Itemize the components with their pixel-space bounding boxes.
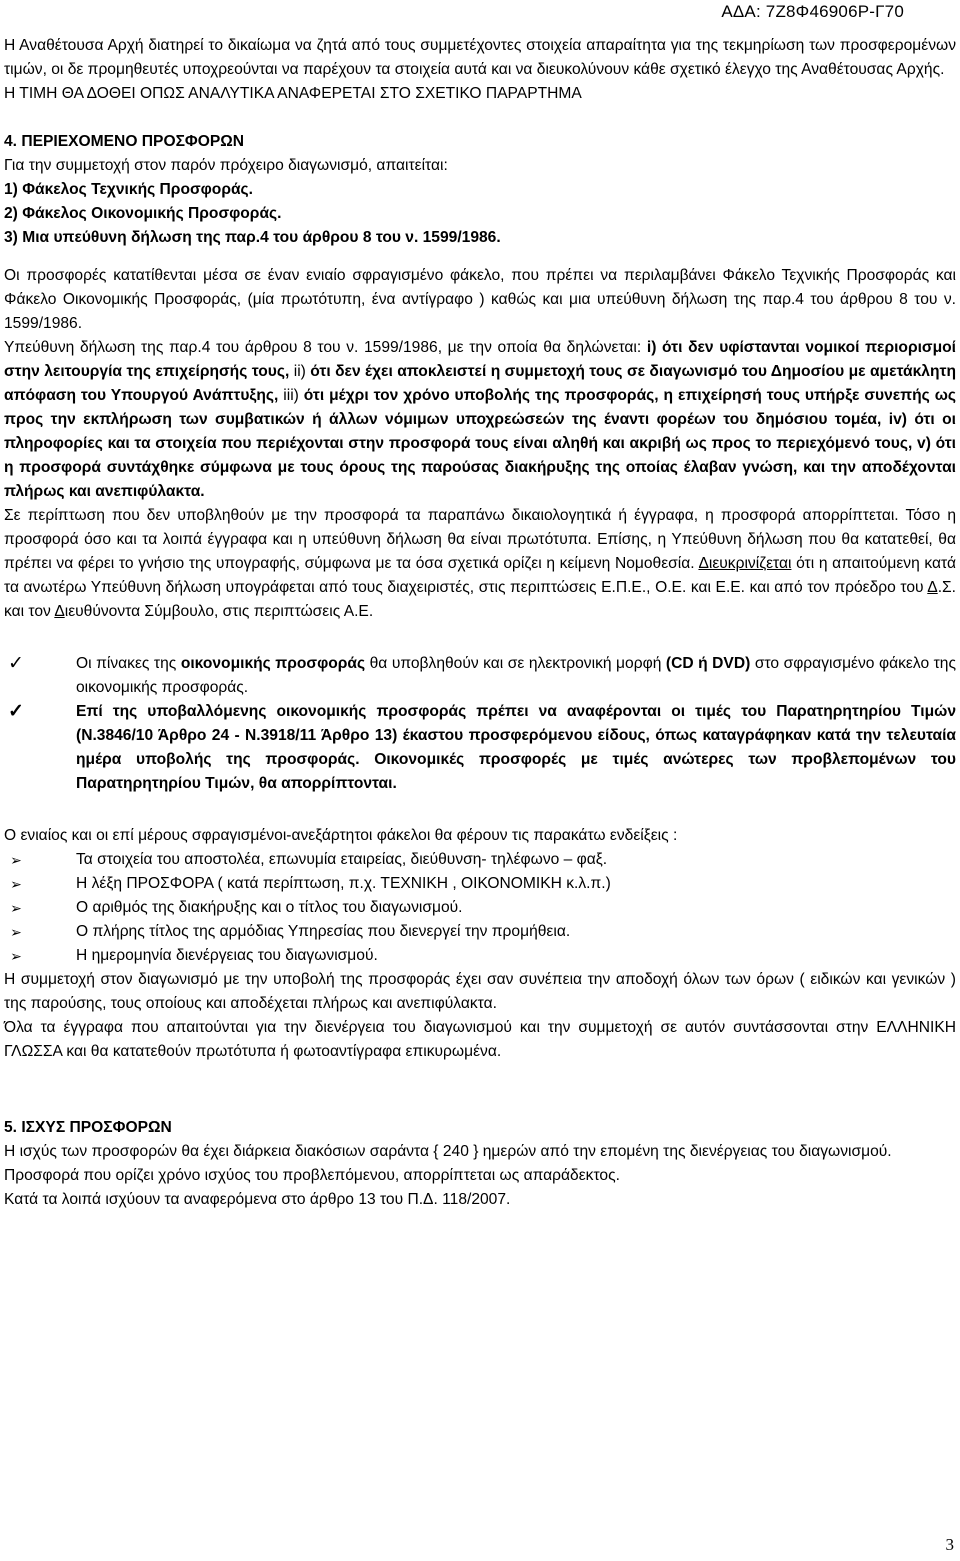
marking-item: ➢ Ο πλήρης τίτλος της αρμόδιας Υπηρεσίας που διενεργεί την προμήθεια. <box>4 920 956 944</box>
requirement-1: 1) Φάκελος Τεχνικής Προσφοράς. <box>4 181 253 198</box>
arrow-bullet-icon: ➢ <box>10 876 22 892</box>
language-paragraph: Όλα τα έγγραφα που απαιτούνται για την διενέργεια του διαγωνισμού και την συμμετοχή σε αυτόν συντάσσονται στην ΕΛΛΗΝΙΚΗ ΓΛΩΣΣΑ και θα κατατεθούν πρωτότυπα ή φωτοαντίγραφα επικυρωμένα. <box>4 1019 956 1060</box>
declaration-paragraph: Υπεύθυνη δήλωση της παρ.4 του άρθρου 8 του ν. 1599/1986, με την οποία θα δηλώνεται: i) ότι δεν υφίστανται νομικοί περιορισμοί στην λειτουργία της επιχείρησής τους, ii) ότι δεν έχει αποκλειστεί η συμμετοχή τους σε διαγωνισμό του Δημοσίου με αμετάκλητη απόφαση του Υπουργού Ανάπτυξης, iii) ότι μέχρι τον χρόνο υποβολής της προσφοράς, η επιχείρησή τους υπήρξε συνεπής ως προς την εκπλήρωση των συμβατικών ή άλλων νόμιμων υποχρεώσεών της έναντι φορέων του δημόσιου τομέα, iv) ότι οι πληροφορίες και τα στοιχεία που περιέχονται στην προσφορά τους είναι αληθή και ακριβή ως προς το περιεχόμενό τους, v) ότι η προσφορά συντάχθηκε σύμφωνα με τους όρους της παρούσας διακήρυξης της οποίας έλαβαν γνώση, και την αποδέχονται πλήρως και ανεπιφύλακτα. <box>4 339 956 500</box>
arrow-bullet-icon: ➢ <box>10 852 22 868</box>
marking-item: ➢ Η ημερομηνία διενέργειας του διαγωνισμού. <box>4 944 956 968</box>
marking-item: ➢ Ο αριθμός της διακήρυξης και ο τίτλος του διαγωνισμού. <box>4 896 956 920</box>
check-item: ✓ Επί της υποβαλλόμενης οικονομικής προσφοράς πρέπει να αναφέρονται οι τιμές του Παρατηρητηρίου Τιμών (Ν.3846/10 Άρθρο 24 - Ν.3918/11 Άρθρο 13) έκαστου προσφερόμενου είδους, όπως καταγράφηκαν κατά την τελευταία ημέρα υποβολής της προσφοράς. Οικονομικές προσφορές με τιμές ανώτερες των προβλεπομένων του Παρατηρητηρίου Τιμών, θα απορρίπτονται. <box>4 700 956 796</box>
requirement-3: 3) Μια υπεύθυνη δήλωση της παρ.4 του άρθρου 8 του ν. 1599/1986. <box>4 229 501 246</box>
price-note: Η ΤΙΜΗ ΘΑ ΔΟΘΕΙ ΟΠΩΣ ΑΝΑΛΥΤΙΚΑ ΑΝΑΦΕΡΕΤΑΙ ΣΤΟ ΣΧΕΤΙΚΟ ΠΑΡΑΡΤΗΜΑ <box>4 85 582 102</box>
check-item: ✓ Οι πίνακες της οικονομικής προσφοράς θα υποβληθούν και σε ηλεκτρονική μορφή (CD ή DVD) στο σφραγισμένο φάκελο της οικονομικής προσφοράς. <box>4 652 956 700</box>
envelope-markings-list <box>4 848 956 968</box>
marking-item: ➢ Η λέξη ΠΡΟΣΦΟΡΑ ( κατά περίπτωση, π.χ. ΤΕΧΝΙΚΗ , ΟΙΚΟΝΟΜΙΚΗ κ.λ.π.) <box>4 872 956 896</box>
rejection-paragraph: Σε περίπτωση που δεν υποβληθούν με την προσφορά τα παραπάνω δικαιολογητικά ή έγγραφα, η προσφορά απορρίπτεται. Τόσο η προσφορά όσο και τα λοιπά έγγραφα και η υπεύθυνη δήλωση θα είναι πρωτότυπα. Επίσης, η Υπεύθυνη δήλωση που θα κατατεθεί, θα πρέπει να φέρει το γνήσιο της υπογραφής, σύμφωνα με τα όσα σχετικά ορίζει η κείμενη Νομοθεσία. Διευκρινίζεται ότι η απαιτούμενη κατά τα ανωτέρω Υπεύθυνη δήλωση υπογράφεται από τους διαχειριστές, στις περιπτώσεις Ε.Π.Ε., Ο.Ε. και Ε.Ε. και από τον πρόεδρο του Δ.Σ. και τον Διευθύνοντα Σύμβουλο, στις περιπτώσεις Α.Ε. <box>4 507 957 620</box>
section-4-heading: 4. ΠΕΡΙΕΧΟΜΕΝΟ ΠΡΟΣΦΟΡΩΝ <box>4 133 245 150</box>
arrow-bullet-icon: ➢ <box>10 900 22 916</box>
marking-item: ➢ Τα στοιχεία του αποστολέα, επωνυμία εταιρείας, διεύθυνση- τηλέφωνο – φαξ. <box>4 848 956 872</box>
intro-paragraph: Η Αναθέτουσα Αρχή διατηρεί το δικαίωμα να ζητά από τους συμμετέχοντες στοιχεία απαραίτητα για της τεκμηρίωση των προσφερομένων τιμών, οι δε προμηθευτές υποχρεούνται να παρέχουν τα στοιχεία αυτά και να διευκολύνουν κάθε σχετικό έλεγχο της Αναθέτουσας Αρχής. <box>4 37 956 78</box>
requirement-2: 2) Φάκελος Οικονομικής Προσφοράς. <box>4 205 282 222</box>
section-4-lead: Για την συμμετοχή στον παρόν πρόχειρο διαγωνισμό, απαιτείται: <box>4 157 448 174</box>
acceptance-paragraph: Η συμμετοχή στον διαγωνισμό με την υποβολή της προσφοράς έχει σαν συνέπεια την αποδοχή όλων των όρων ( ειδικών και γενικών ) της παρούσης, τους οποίους και αποδέχεται πλήρως και ανεπιφύλακτα. <box>4 971 956 1012</box>
section-5-heading: 5. ΙΣΧΥΣ ΠΡΟΣΦΟΡΩΝ <box>4 1119 172 1136</box>
arrow-bullet-icon: ➢ <box>10 924 22 940</box>
checklist <box>4 652 956 796</box>
arrow-bullet-icon: ➢ <box>10 948 22 964</box>
shorter-validity-paragraph: Προσφορά που ορίζει χρόνο ισχύος του προβλεπόμενου, απορρίπτεται ως απαράδεκτος. <box>4 1167 620 1184</box>
page-number: 3 <box>945 1535 954 1554</box>
envelope-markings-lead: Ο ενιαίος και οι επί μέρους σφραγισμένοι-ανεξάρτητοι φάκελοι θα φέρουν τις παρακάτω ενδείξεις : <box>4 827 678 844</box>
check-icon: ✓ <box>8 653 24 674</box>
other-provisions-paragraph: Κατά τα λοιπά ισχύουν τα αναφερόμενα στο άρθρο 13 του Π.Δ. 118/2007. <box>4 1191 511 1208</box>
envelope-paragraph: Οι προσφορές κατατίθενται μέσα σε έναν ενιαίο σφραγισμένο φάκελο, που πρέπει να περιλαμβάνει Φάκελο Τεχνικής Προσφοράς και Φάκελο Οικονομικής Προσφοράς, (μία πρωτότυπη, ένα αντίγραφο ) καθώς και μια υπεύθυνη δήλωση της παρ.4 του άρθρου 8 του ν. 1599/1986. <box>4 267 956 332</box>
validity-paragraph: Η ισχύς των προσφορών θα έχει διάρκεια διακόσιων σαράντα { 240 } ημερών από την επομένη της διενέργειας του διαγωνισμού. <box>4 1143 892 1160</box>
document-body <box>4 34 956 1212</box>
check-icon: ✓ <box>8 701 24 722</box>
ada-header: ΑΔΑ: 7Ζ8Φ46906Ρ-Γ70 <box>721 2 904 21</box>
